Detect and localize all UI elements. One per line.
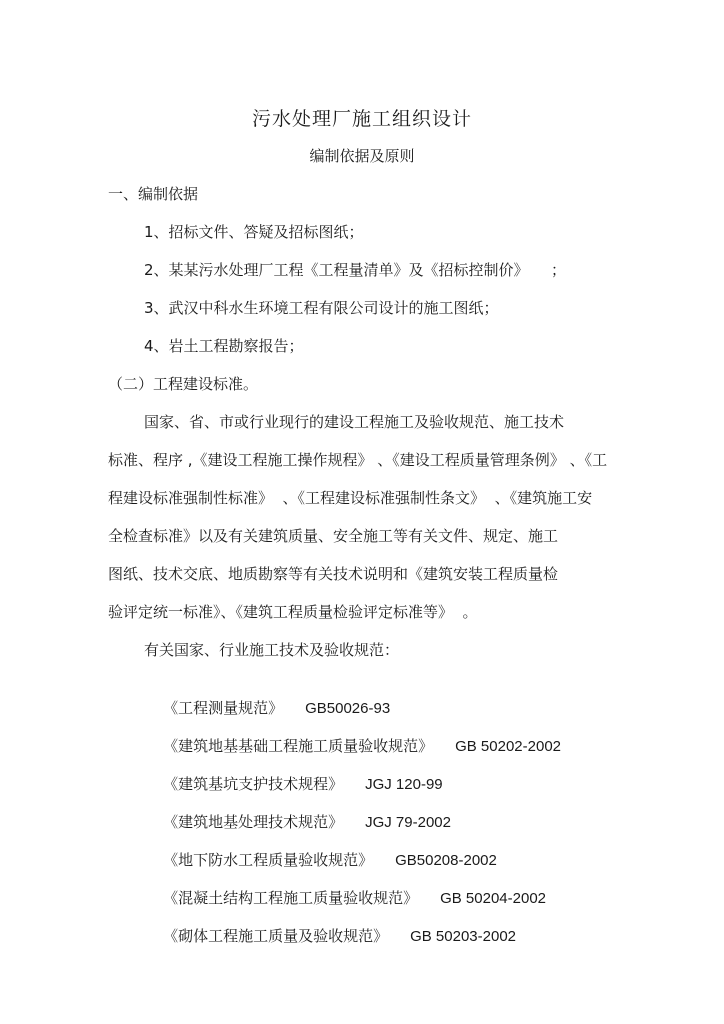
standard-name: 《建筑基坑支护技术规程》	[163, 775, 344, 793]
paragraph-line: 全检查标准》以及有关建筑质量、安全施工等有关文件、规定、施工	[108, 527, 559, 545]
standard-code: GB 50202-2002	[455, 738, 562, 755]
basis-item: 2、某某污水处理厂工程《工程量清单》及《招标控制价》 ；	[144, 261, 567, 279]
standards-intro: 有关国家、行业施工技术及验收规范：	[144, 641, 400, 659]
section-heading-basis: 一、编制依据	[108, 185, 199, 203]
standard-name: 《建筑地基处理技术规范》	[163, 813, 344, 831]
standard-code: JGJ 79-2002	[365, 814, 451, 831]
document-subtitle: 编制依据及原则	[309, 147, 415, 165]
basis-item: 3、武汉中科水生环境工程有限公司设计的施工图纸；	[144, 299, 499, 317]
standard-code: GB50026-93	[305, 700, 391, 717]
standard-name: 《地下防水工程质量验收规范》	[163, 851, 374, 869]
paragraph-line: 图纸、技术交底、地质勘察等有关技术说明和《建筑安装工程质量检	[108, 565, 559, 583]
paragraph-line: 验评定统一标准》、《建筑工程质量检验评定标准等》 。	[108, 603, 478, 621]
paragraph-line: 程建设标准强制性标准》 、《工程建设标准强制性条文》 、《建筑施工安	[108, 489, 593, 507]
basis-item: 4、岩土工程勘察报告；	[144, 337, 304, 355]
standard-code: GB 50203-2002	[410, 928, 517, 945]
standard-code: GB 50204-2002	[440, 890, 547, 907]
standard-name: 《混凝土结构工程施工质量验收规范》	[163, 889, 419, 907]
standard-name: 《建筑地基基础工程施工质量验收规范》	[163, 737, 434, 755]
document-title: 污水处理厂施工组织设计	[251, 108, 472, 130]
standard-code: GB50208-2002	[395, 852, 497, 869]
standard-code: JGJ 120-99	[365, 776, 443, 793]
section-heading-standards: （二）工程建设标准。	[108, 375, 259, 393]
standard-row	[144, 906, 516, 967]
standard-name: 《砌体工程施工质量及验收规范》	[163, 927, 389, 945]
basis-item: 1、招标文件、答疑及招标图纸；	[144, 223, 364, 241]
paragraph-line: 标准、程序 ,《建设工程施工操作规程》 、《建设工程质量管理条例》 、《工	[108, 451, 608, 469]
paragraph-line: 国家、省、市或行业现行的建设工程施工及验收规范、施工技术	[144, 413, 565, 431]
standard-name: 《工程测量规范》	[163, 699, 284, 717]
